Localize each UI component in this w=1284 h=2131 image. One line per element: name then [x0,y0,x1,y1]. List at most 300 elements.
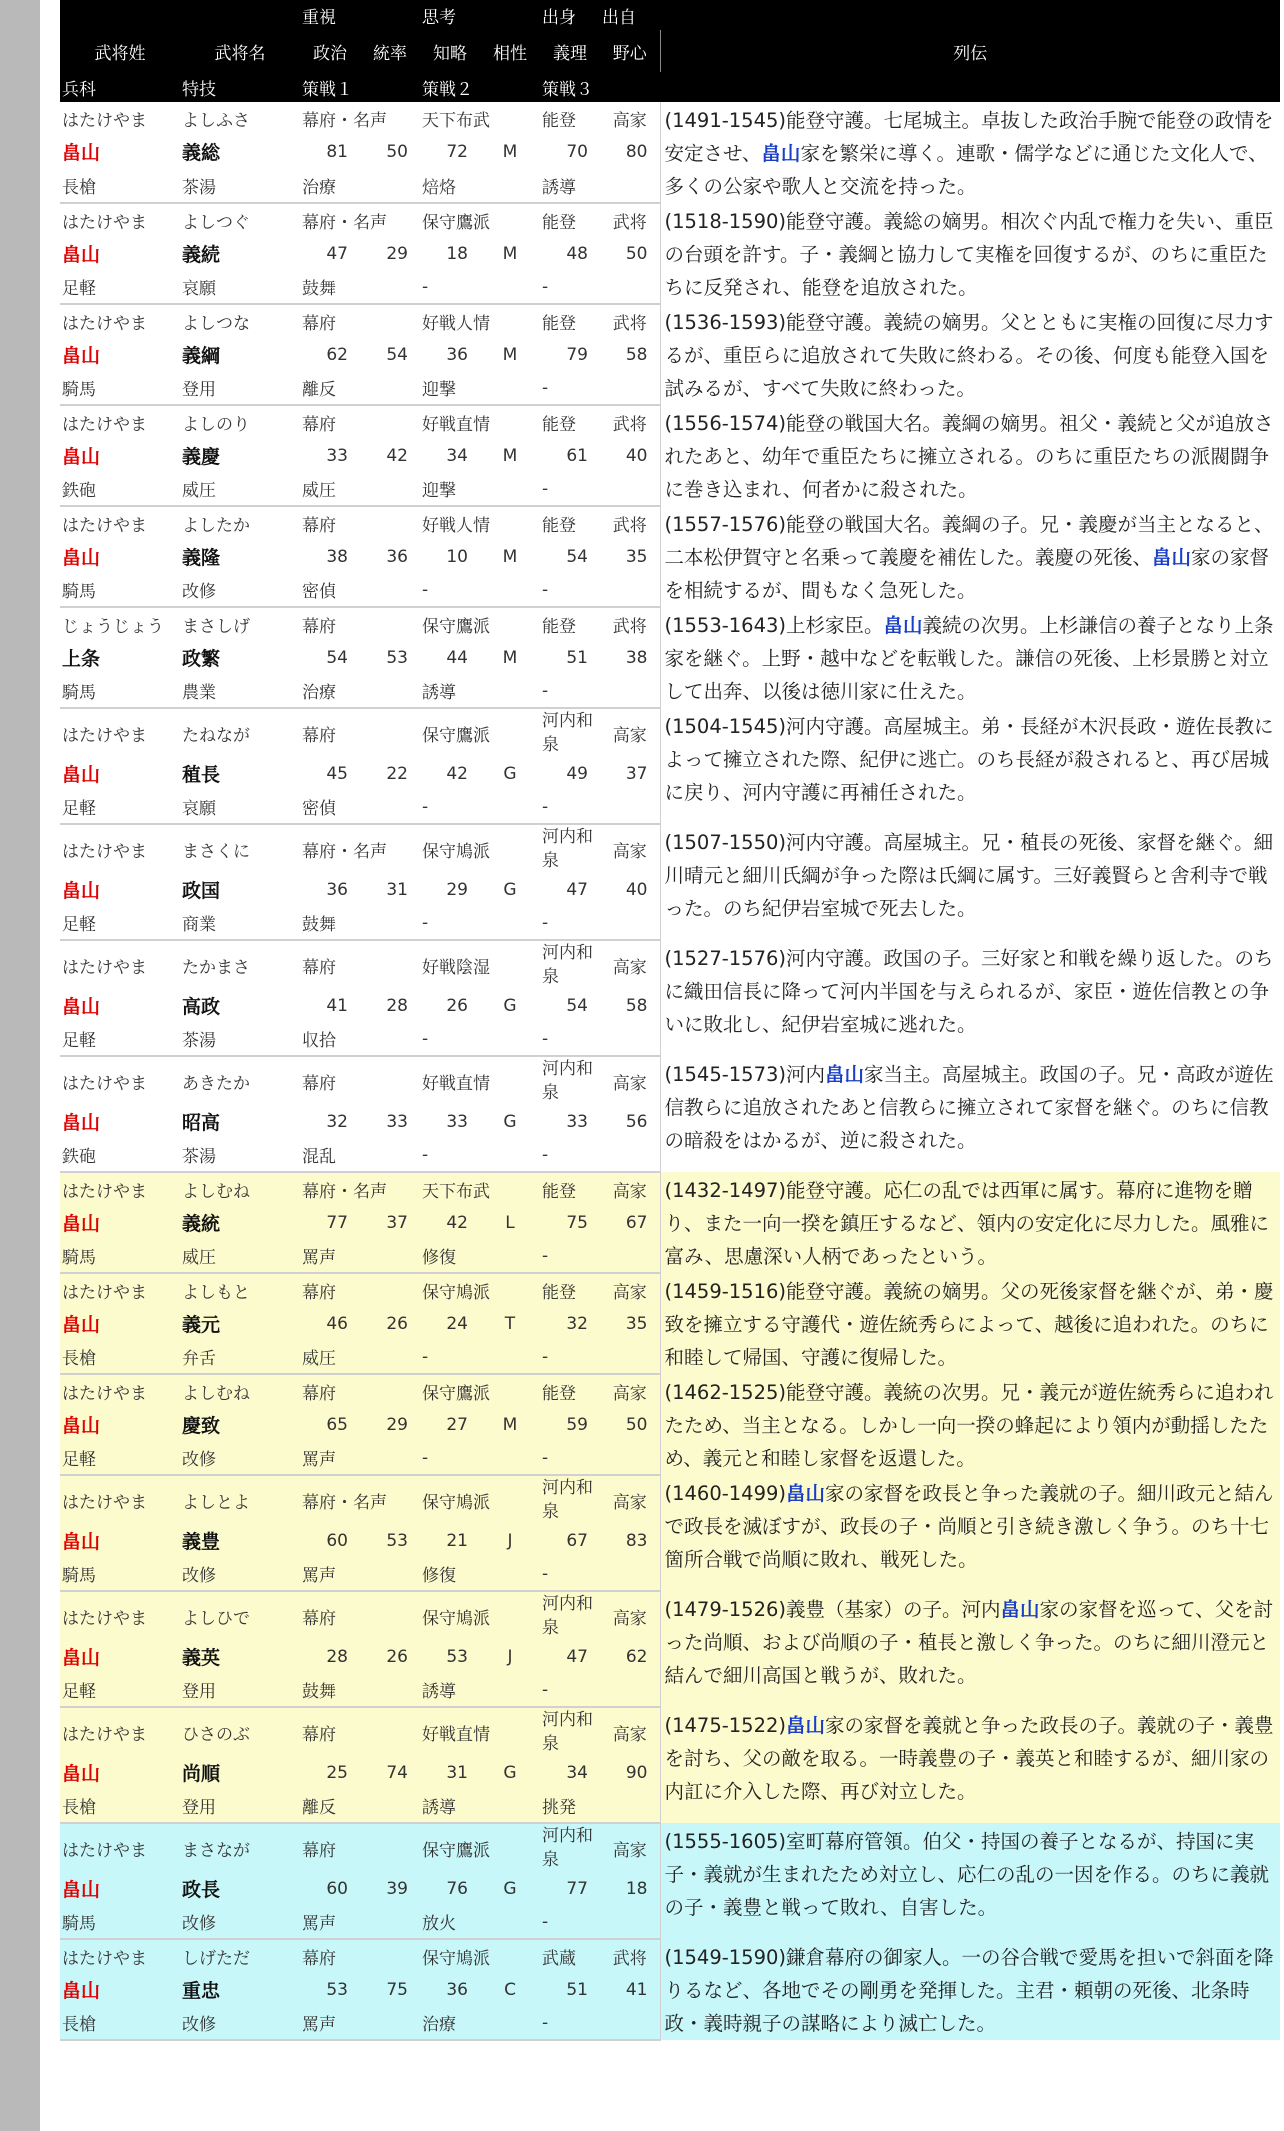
given-name: 義元 [180,1307,300,1340]
surname-kana: はたけやま [60,1823,180,1872]
strat2-value: 修復 [420,1557,540,1591]
clan-link[interactable]: 畠山 [786,1482,826,1505]
intellect-value: 44 [446,647,468,668]
strat2-value: 治療 [420,2006,540,2040]
given-name: 尚順 [180,1756,300,1789]
unit-value: 長槍 [60,169,180,203]
origin-value: 能登 [542,314,576,334]
officer-row[interactable] [60,1056,1280,1105]
priority-value: 幕府 [302,957,336,978]
leadership-value: 36 [386,546,408,567]
strat2-value: - [420,1441,540,1475]
thought-value: 保守鷹派 [420,1374,540,1408]
given-name: 慶致 [180,1408,300,1441]
given-name: 義続 [182,244,221,266]
ambition-value: 40 [625,445,648,466]
unit-value: 長槍 [60,1340,180,1374]
strat2-value: 誘導 [420,1789,540,1823]
biography-text: 家の家督を義就と争った政長の子。義就の子・義豊を討ち、父の敵を取る。一時義豊の子・義英と和睦するが、細川家の内訌に介入した際、再び対立した。 [664,1714,1274,1803]
clan-link[interactable]: 畠山 [883,614,923,637]
given-kana: しげただ [180,1939,300,1973]
strat3-value: - [540,371,660,405]
given-name: 昭高 [182,1112,221,1134]
surname: 畠山 [60,1973,180,2006]
leadership-value: 39 [360,1872,420,1905]
duty-value: 67 [540,1524,600,1557]
affinity-value: M [502,546,518,567]
given-name: 義慶 [182,446,221,468]
intellect-value: 18 [446,243,468,264]
thought-value: 好戦直情 [422,415,490,435]
strat2-value: - [420,906,540,940]
strat1-value: 鼓舞 [300,1673,420,1707]
family-value: 武将 [612,516,647,536]
leadership-value: 37 [360,1206,420,1239]
biography-cell [660,102,1280,203]
officer-row[interactable] [60,1591,1280,1640]
leadership-value: 31 [386,879,408,900]
politics-value: 60 [300,1872,360,1905]
politics-value: 32 [326,1111,348,1132]
duty-value: 70 [566,141,588,162]
politics-value: 54 [326,647,348,668]
surname: 畠山 [62,996,101,1018]
ambition-value: 41 [600,1973,660,2006]
family-value: 高家 [600,1172,660,1206]
biography-text: (1557-1576)能登の戦国大名。義綱の子。兄・義慶が当主となると、二本松伊賀守と名乗って義慶を補佐した。義慶の死後、 [664,513,1274,569]
header-row-3 [60,72,1280,102]
origin-value: 河内和泉 [540,1475,600,1524]
given-kana: よしつぐ [182,213,250,233]
priority-value: 幕府・名声 [300,1172,420,1206]
unit-value: 足軽 [60,1673,180,1707]
strat3-value: - [540,472,660,506]
officer-row[interactable] [60,203,1280,237]
biography-text: (1545-1573)河内 [664,1063,826,1086]
leadership-value: 53 [360,1524,420,1557]
officer-row[interactable] [60,1374,1280,1408]
duty-value: 51 [566,647,588,668]
unit-value: 足軽 [60,1441,180,1475]
politics-value: 46 [300,1307,360,1340]
ambition-value: 35 [625,546,648,567]
ambition-value: 38 [625,647,648,668]
strat3-value: - [540,1441,660,1475]
given-name: 政長 [180,1872,300,1905]
biography-cell [660,1939,1280,2040]
biography-text: (1549-1590)鎌倉幕府の御家人。一の谷合戦で愛馬を担いで斜面を降りるなど、各地でその剛勇を発揮した。主君・頼朝の死後、北条時政・義時親子の謀略により滅亡した。 [664,1946,1274,2035]
origin-value: 武蔵 [540,1939,600,1973]
officer-row[interactable] [60,1707,1280,1756]
priority-value: 幕府・名声 [302,841,387,862]
leadership-value: 75 [360,1973,420,2006]
surname-kana: はたけやま [62,725,147,746]
officer-row[interactable] [60,405,1280,439]
skill-value: 改修 [180,573,300,607]
surname-kana: はたけやま [62,841,147,862]
biography-text: 家の家督を相続するが、間もなく急死した。 [664,546,1270,602]
skill-value: 茶湯 [180,169,300,203]
clan-link[interactable]: 畠山 [1152,546,1192,569]
strat1-value: 威圧 [300,1340,420,1374]
biography-text: (1556-1574)能登の戦国大名。義綱の嫡男。祖父・義続と父が追放されたあと、幼年で重臣たちに擁立される。のちに重臣たちの派閥闘争に巻き込まれ、何者かに殺された。 [664,412,1274,501]
ambition-value: 58 [625,344,648,365]
duty-value: 49 [566,763,588,784]
header-duty: 義理 [540,30,600,72]
family-value: 高家 [600,1273,660,1307]
strat1-value: 混乱 [300,1138,420,1172]
leadership-value: 33 [386,1111,408,1132]
skill-value: 茶湯 [180,1138,300,1172]
affinity-value: M [502,445,518,466]
origin-value: 能登 [542,111,576,132]
given-kana: まさしげ [182,617,250,637]
unit-value: 足軽 [60,1022,180,1056]
intellect-value: 21 [420,1524,480,1557]
affinity-value: M [502,141,518,162]
header-priority: 重視 [300,0,360,30]
affinity-value: G [503,879,517,900]
intellect-value: 42 [446,763,468,784]
origin-value: 河内和泉 [542,827,593,871]
priority-value: 幕府 [300,1374,420,1408]
given-kana: まさなが [180,1823,300,1872]
given-kana: たねなが [182,725,250,746]
strat2-value: 迎撃 [420,472,540,506]
thought-value: 保守鳩派 [420,1273,540,1307]
surname-kana: はたけやま [62,111,147,132]
header-unit: 兵科 [60,72,180,102]
biography-text: 家当主。高屋城主。政国の子。兄・高政が遊佐信教らに追放されたあと信教らに擁立されて家督を継ぐ。のちに信教の暗殺をはかるが、逆に殺された。 [664,1063,1274,1152]
skill-value: 哀願 [180,270,300,304]
left-scroll-gutter [0,0,40,2131]
biography-cell [660,1056,1280,1172]
family-value: 高家 [612,841,647,862]
given-name: 稙長 [182,764,221,786]
biography-cell [660,1273,1280,1374]
skill-value: 改修 [180,1905,300,1939]
ambition-value: 40 [625,879,648,900]
strat1-value: 治療 [300,674,420,708]
surname-kana: じょうじょう [62,617,164,637]
unit-value: 騎馬 [60,1905,180,1939]
leadership-value: 28 [386,995,408,1016]
surname-kana: はたけやま [60,1172,180,1206]
biography-cell [660,405,1280,506]
biography-cell [660,940,1280,1056]
officer-row[interactable] [60,607,1280,641]
ambition-value: 83 [600,1524,660,1557]
origin-value: 能登 [542,617,576,637]
thought-value: 天下布武 [420,1172,540,1206]
unit-value: 鉄砲 [60,472,180,506]
origin-value: 能登 [540,1172,600,1206]
family-value: 武将 [612,213,647,233]
biography-cell [660,1475,1280,1591]
header-given: 武将名 [180,30,300,72]
duty-value: 32 [540,1307,600,1340]
biography-text: 義続の次男。上杉謙信の養子となり上条家を継ぐ。上野・越中などを転戦した。謙信の死後、上杉景勝と対立して出奔、以後は徳川家に仕えた。 [664,614,1274,703]
thought-value: 好戦人情 [422,314,490,334]
family-value: 高家 [612,725,647,746]
biography-cell [660,506,1280,607]
surname: 畠山 [60,1756,180,1789]
unit-value: 鉄砲 [60,1138,180,1172]
leadership-value: 53 [386,647,408,668]
affinity-value: G [480,1756,540,1789]
unit-value: 騎馬 [60,573,180,607]
affinity-value: J [480,1640,540,1673]
ambition-value: 50 [625,243,648,264]
surname-kana: はたけやま [62,415,147,435]
biography-cell [660,203,1280,304]
header-thought: 思考 [420,0,480,30]
politics-value: 33 [326,445,348,466]
affinity-value: G [480,1872,540,1905]
officer-row[interactable] [60,1172,1280,1206]
skill-value: 茶湯 [180,1022,300,1056]
biography-cell [660,304,1280,405]
thought-value: 保守鳩派 [420,1939,540,1973]
surname: 畠山 [60,1408,180,1441]
surname-kana: はたけやま [62,213,147,233]
surname: 畠山 [60,1640,180,1673]
officer-row[interactable] [60,1823,1280,1872]
clan-link[interactable]: 畠山 [825,1063,865,1086]
family-value: 武将 [612,617,647,637]
family-value: 武将 [600,1939,660,1973]
biography-text: 家を繁栄に導く。連歌・儒学などに通じた文化人で、多くの公家や歌人と交流を持った。 [664,142,1268,198]
surname: 畠山 [62,764,101,786]
priority-value: 幕府 [300,1591,420,1640]
biography-text: (1518-1590)能登守護。義総の嫡男。相次ぐ内乱で権力を失い、重臣の台頭を許す。子・義綱と協力して実権を回復するが、のちに重臣たちに反発され、能登を追放された。 [664,210,1274,299]
ambition-value: 37 [625,763,648,784]
skill-value: 登用 [180,1673,300,1707]
origin-value: 河内和泉 [540,1591,600,1640]
ambition-value: 18 [600,1872,660,1905]
unit-value: 騎馬 [60,1557,180,1591]
ambition-value: 35 [600,1307,660,1340]
ambition-value: 62 [600,1640,660,1673]
header-politics: 政治 [300,30,360,72]
duty-value: 54 [566,546,588,567]
unit-value: 騎馬 [60,371,180,405]
strat1-value: 罵声 [300,1239,420,1273]
officer-row[interactable] [60,1475,1280,1524]
strat1-value: 鼓舞 [300,906,420,940]
officer-row[interactable] [60,1939,1280,1973]
surname-kana: はたけやま [62,516,147,536]
skill-value: 威圧 [180,472,300,506]
surname-kana: はたけやま [60,1374,180,1408]
skill-value: 改修 [180,1557,300,1591]
strat1-value: 罵声 [300,1441,420,1475]
leadership-value: 26 [360,1640,420,1673]
clan-link[interactable]: 畠山 [1000,1598,1040,1621]
strat2-value: 放火 [420,1905,540,1939]
leadership-value: 50 [386,141,408,162]
intellect-value: 72 [446,141,468,162]
given-kana: よしふさ [182,111,250,132]
officer-table-container [60,0,1280,2041]
given-kana: よしむね [180,1374,300,1408]
given-kana: よしつな [182,314,250,334]
politics-value: 28 [300,1640,360,1673]
unit-value: 長槍 [60,2006,180,2040]
surname-kana: はたけやま [60,1273,180,1307]
surname: 上条 [62,648,101,670]
duty-value: 34 [540,1756,600,1789]
ambition-value: 58 [625,995,648,1016]
origin-value: 能登 [542,415,576,435]
officer-row[interactable] [60,1273,1280,1307]
origin-value: 河内和泉 [542,943,593,987]
biography-text: (1479-1526)義豊（基家）の子。河内 [664,1598,1001,1621]
ambition-value: 56 [625,1111,648,1132]
strat2-value: - [420,270,540,304]
skill-value: 登用 [180,371,300,405]
header-row-2 [60,30,1280,72]
surname: 畠山 [62,1112,101,1134]
family-value: 高家 [612,957,647,978]
biography-text: (1507-1550)河内守護。高屋城主。兄・稙長の死後、家督を継ぐ。細川晴元と細川氏綱が争った際は氏綱に属す。三好義賢らと舎利寺で戦った。のち紀伊岩室城で死去した。 [664,831,1274,920]
biography-cell [660,1591,1280,1707]
origin-value: 河内和泉 [540,1707,600,1756]
strat1-value: 収拾 [300,1022,420,1056]
thought-value: 好戦陰湿 [422,957,490,978]
given-kana: よしとよ [180,1475,300,1524]
strat1-value: 密偵 [300,573,420,607]
unit-value: 長槍 [60,1789,180,1823]
affinity-value: G [503,763,517,784]
surname: 畠山 [62,446,101,468]
duty-value: 59 [540,1408,600,1441]
strat3-value: 挑発 [540,1789,660,1823]
duty-value: 79 [566,344,588,365]
header-row-1 [60,0,1280,30]
biography-text: (1553-1643)上杉家臣。 [664,614,884,637]
thought-value: 保守鳩派 [420,1591,540,1640]
strat2-value: - [420,1138,540,1172]
duty-value: 77 [540,1872,600,1905]
ambition-value: 50 [600,1408,660,1441]
header-intellect: 知略 [420,30,480,72]
given-name: 義綱 [182,345,221,367]
biography-cell [660,607,1280,708]
intellect-value: 26 [446,995,468,1016]
officer-row[interactable] [60,506,1280,540]
priority-value: 幕府 [302,1073,336,1094]
unit-value: 足軽 [60,906,180,940]
family-value: 武将 [612,314,647,334]
clan-link[interactable]: 畠山 [761,142,801,165]
given-kana: よしのり [182,415,250,435]
surname-kana: はたけやま [62,957,147,978]
strat1-value: 罵声 [300,2006,420,2040]
strat2-value: 焙烙 [420,169,540,203]
skill-value: 改修 [180,1441,300,1475]
priority-value: 幕府 [302,516,336,536]
skill-value: 商業 [180,906,300,940]
affinity-value: M [502,647,518,668]
intellect-value: 42 [420,1206,480,1239]
surname: 畠山 [60,1872,180,1905]
unit-value: 騎馬 [60,1239,180,1273]
officer-row[interactable] [60,304,1280,338]
strat1-value: 離反 [300,371,420,405]
family-value: 高家 [600,1591,660,1640]
surname-kana: はたけやま [62,1073,147,1094]
header-leadership: 統率 [360,30,420,72]
duty-value: 47 [566,879,588,900]
officer-row[interactable] [60,708,1280,757]
priority-value: 幕府 [300,1823,420,1872]
given-kana: まさくに [182,841,250,862]
priority-value: 幕府 [302,725,336,746]
officer-row[interactable] [60,940,1280,989]
politics-value: 77 [300,1206,360,1239]
strat1-value: 密偵 [300,790,420,824]
header-strat1: 策戦１ [300,72,360,102]
biography-text: (1555-1605)室町幕府管領。伯父・持国の養子となるが、持国に実子・義就が生まれたため対立し、応仁の乱の一因を作る。のちに義就の子・義豊と戦って敗れ、自害した。 [664,1830,1270,1919]
duty-value: 33 [566,1111,588,1132]
priority-value: 幕府 [302,617,336,637]
strat2-value: 修復 [420,1239,540,1273]
priority-value: 幕府 [302,415,336,435]
duty-value: 47 [540,1640,600,1673]
politics-value: 25 [300,1756,360,1789]
duty-value: 75 [540,1206,600,1239]
strat2-value: 迎撃 [420,371,540,405]
strat2-value: - [420,1340,540,1374]
officer-row[interactable] [60,102,1280,135]
header-family: 出自 [600,0,660,30]
strat3-value: - [540,1239,660,1273]
biography-text: (1475-1522) [664,1714,787,1737]
strat2-value: - [420,1022,540,1056]
politics-value: 60 [300,1524,360,1557]
strat3-value: - [540,2006,660,2040]
leadership-value: 54 [386,344,408,365]
given-name: 義豊 [180,1524,300,1557]
skill-value: 弁舌 [180,1340,300,1374]
officer-row[interactable] [60,824,1280,873]
strat2-value: 誘導 [420,674,540,708]
surname-kana: はたけやま [60,1591,180,1640]
header-surname: 武将姓 [60,30,180,72]
affinity-value: M [502,344,518,365]
header-strat2: 策戦２ [420,72,480,102]
thought-value: 天下布武 [422,111,490,132]
thought-value: 保守鷹派 [422,617,490,637]
unit-value: 騎馬 [60,674,180,708]
skill-value: 哀願 [180,790,300,824]
strat2-value: 誘導 [420,1673,540,1707]
given-name: 義英 [180,1640,300,1673]
surname: 畠山 [62,345,101,367]
affinity-value: L [480,1206,540,1239]
biography-text: (1462-1525)能登守護。義統の次男。兄・義元が遊佐統秀らに追われたため、当主となる。しかし一向一揆の蜂起により領内が動揺したため、義元と和睦し家督を返還した。 [664,1381,1274,1470]
surname: 畠山 [62,244,101,266]
strat3-value: - [540,1022,660,1056]
surname: 畠山 [62,142,101,165]
biography-cell [660,1707,1280,1823]
origin-value: 能登 [542,213,576,233]
table-body [60,102,1280,2040]
clan-link[interactable]: 畠山 [786,1714,826,1737]
strat3-value: - [540,790,660,824]
strat3-value: - [540,1557,660,1591]
